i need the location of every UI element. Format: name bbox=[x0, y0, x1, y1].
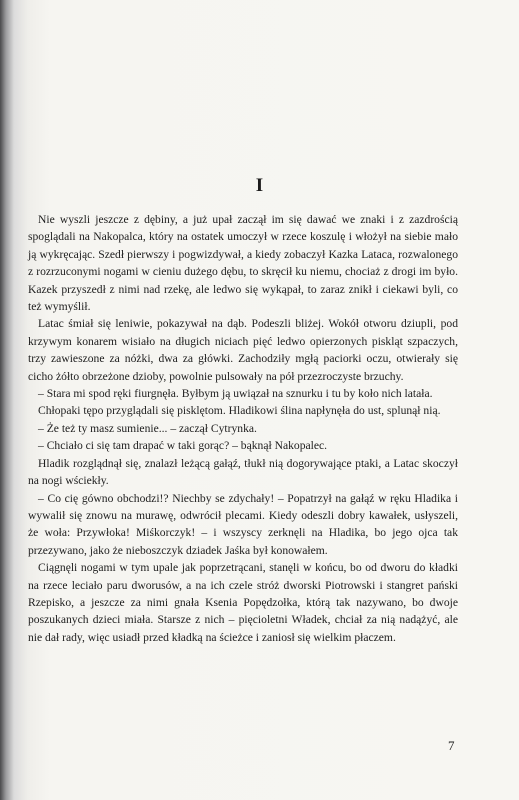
paragraph: Latac śmiał się leniwie, pokazywał na dąb. Podeszli bliżej. Wokół otworu dziupli, pod krzywym konarem wisiało na długich niciach pięć ledwo opierzonych piskląt szpaczych, trzy zawieszone za nóżki, dwa za główki. Zachodziły mgłą paciorki oczu, otwierały się cicho żółto obrzeżone dzioby, powolnie pulsowały na pół przezroczyste brzuchy. bbox=[28, 317, 458, 383]
body-text bbox=[28, 211, 458, 646]
dialog-line: – Stara mi spod ręki fiurgnęła. Byłbym ją uwiązał na sznurku i tu by koło nich latała. bbox=[38, 387, 433, 401]
dialog-line: – Że też ty masz sumienie... – zaczął Cytrynka. bbox=[38, 421, 257, 435]
dialog-line: – Chciało ci się tam drapać w taki gorąc? – bąknął Nakopalec. bbox=[38, 439, 328, 453]
paragraph: Chłopaki tępo przyglądali się pisklętom. Hladikowi ślina napłynęła do ust, splunął nią. bbox=[38, 404, 441, 418]
paragraph: Hladik rozglądnął się, znalazł leżącą gałąź, tłukł nią dogorywające ptaki, a Latac skoczył na nogi wściekły. bbox=[28, 456, 458, 488]
paragraph: Ciągnęli nogami w tym upale jak poprzetrącani, stanęli w końcu, bo od dworu do kładki na rzece leciało paru dworusów, a na ich czele stróż dworski Piotrowski i stangret pański Rzepisko, a jeszcze za nimi gnała Ksenia Popędzołka, którą tak nazywano, bo dwoje poszukanych dzieci miała. Starsze z nich – pięcioletni Władek, chciał za nią nadążyć, ale nie dał rady, więc usiadł przed kładką na ścieżce i zaniosł się wielkim płaczem. bbox=[28, 561, 458, 644]
chapter-title: I bbox=[255, 175, 264, 196]
paragraph: Nie wyszli jeszcze z dębiny, a już upał zaczął im się dawać we znaki i z zazdrością spoglądali na Nakopalca, który na ostatek umoczył w rzece koszulę i włożył na siebie mało ją wykręcając. Szedł pierwszy i pogwizdywał, a kiedy zobaczył Kazka Lataca, rozwalonego z rozrzuconymi nogami w cieniu dużego dębu, to skręcił ku niemu, chociaż z drogi im było. Kazek przyszedł z nimi nad rzekę, ale ledwo się wykąpał, to zaraz znikł i ciekawi byli, co też wymyślił. bbox=[28, 213, 458, 314]
dialog-line: – Co cię gówno obchodzi!? Niechby se zdychały! – Popatrzył na gałąź w ręku Hladika i wywalił się znowu na murawę, odwrócił plecami. Kiedy odeszli dobry kawałek, usłyszeli, że woła: Przywłoka! Miśkorczyk! – i wszyscy zerknęli na Hladika, bo jego ojca tak przezywano, jako że nieboszczyk dziadek Jaśka był konowałem. bbox=[28, 491, 458, 557]
page-number: 7 bbox=[448, 738, 455, 753]
